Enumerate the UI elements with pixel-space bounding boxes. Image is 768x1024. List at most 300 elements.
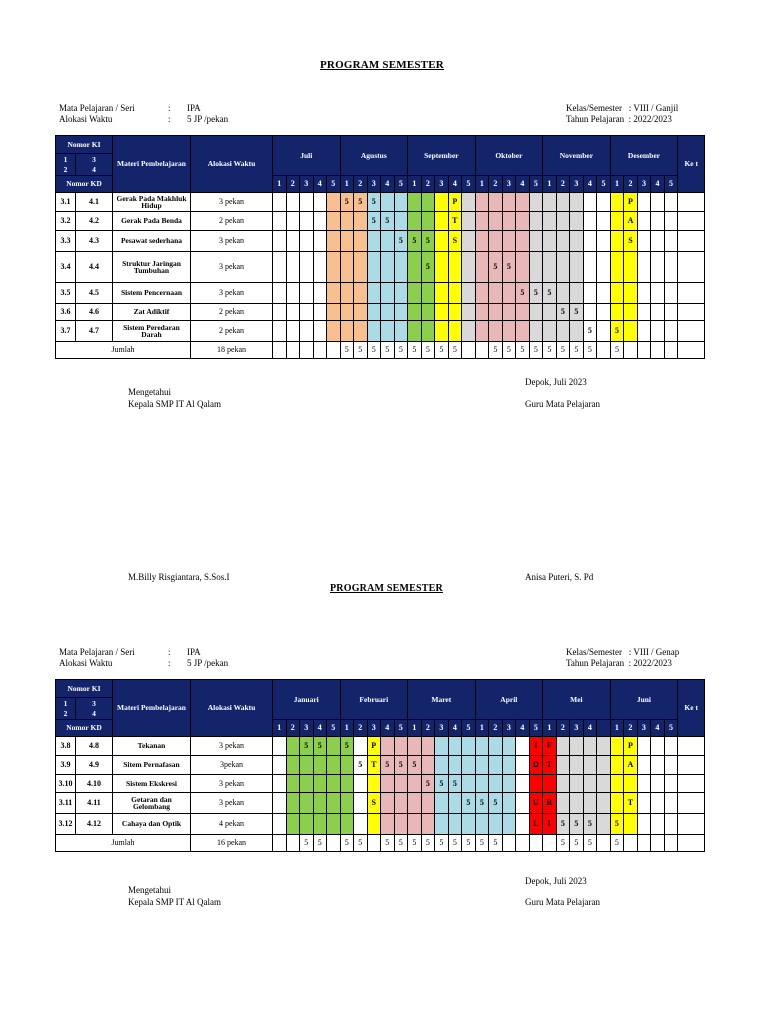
month-header: September	[408, 136, 476, 176]
week-number: 5	[394, 176, 408, 193]
jumlah-cell	[516, 835, 530, 852]
week-cell	[610, 212, 624, 231]
week-number: 1	[610, 720, 624, 737]
week-number: 2	[286, 720, 300, 737]
kd4-cell: 4.12	[76, 814, 113, 835]
week-number: 3	[502, 176, 516, 193]
week-cell: D	[529, 756, 543, 775]
week-number: 4	[448, 176, 462, 193]
week-number: 2	[421, 176, 435, 193]
week-cell	[313, 304, 327, 321]
week-cell	[664, 737, 678, 756]
mapel-sep: :	[168, 103, 171, 113]
week-cell	[394, 814, 408, 835]
week-cell	[448, 304, 462, 321]
week-number: 5	[462, 720, 476, 737]
jumlah-alokasi: 16 pekan	[191, 835, 273, 852]
ki-number: 2	[63, 708, 68, 718]
jumlah-cell: 5	[421, 835, 435, 852]
week-cell	[394, 737, 408, 756]
week-cell	[516, 304, 530, 321]
week-cell: T	[624, 793, 638, 814]
jumlah-row	[56, 835, 705, 852]
jumlah-cell	[313, 342, 327, 359]
week-cell	[448, 321, 462, 342]
week-cell: 5	[313, 737, 327, 756]
jumlah-cell	[502, 835, 516, 852]
ki-number: 3	[92, 698, 96, 708]
week-number: 1	[475, 176, 489, 193]
kd4-cell: 4.4	[76, 252, 113, 283]
kd3-cell: 3.3	[56, 231, 76, 252]
week-cell	[516, 775, 530, 793]
week-cell: 5	[381, 756, 395, 775]
week-cell	[327, 252, 341, 283]
week-cell	[610, 775, 624, 793]
month-header: Februari	[340, 680, 408, 720]
ki-numbers-left	[56, 154, 76, 176]
week-cell	[408, 737, 422, 756]
week-cell	[637, 321, 651, 342]
program-semester-table	[55, 135, 705, 359]
week-cell	[489, 304, 503, 321]
week-cell	[381, 304, 395, 321]
week-number: 4	[313, 176, 327, 193]
week-cell	[300, 212, 314, 231]
week-cell	[502, 304, 516, 321]
materi-header: Materi Pembelajaran	[113, 680, 191, 737]
materi-cell: Tekanan	[113, 737, 191, 756]
week-cell	[462, 252, 476, 283]
jumlah-cell: 5	[340, 342, 354, 359]
week-number: 3	[637, 720, 651, 737]
week-cell	[597, 193, 611, 212]
alokasi-cell: 2 pekan	[191, 212, 273, 231]
week-cell	[637, 304, 651, 321]
week-number: 5	[327, 176, 341, 193]
kd4-cell: 4.9	[76, 756, 113, 775]
jumlah-cell	[475, 342, 489, 359]
week-cell	[570, 193, 584, 212]
week-cell	[651, 793, 665, 814]
table-row	[56, 756, 705, 775]
kepala-label: Kepala SMP IT Al Qalam	[128, 399, 221, 409]
week-cell	[529, 252, 543, 283]
week-cell	[354, 737, 368, 756]
week-cell: 5	[543, 283, 557, 304]
materi-cell: Sistem Peredaran Darah	[113, 321, 191, 342]
week-cell	[381, 775, 395, 793]
jumlah-cell	[273, 342, 287, 359]
week-cell: A	[624, 212, 638, 231]
week-cell	[327, 814, 341, 835]
week-cell	[354, 793, 368, 814]
week-number: 3	[435, 720, 449, 737]
week-cell	[354, 252, 368, 283]
week-cell	[435, 252, 449, 283]
week-number: 5	[529, 176, 543, 193]
week-cell	[516, 756, 530, 775]
week-cell	[435, 737, 449, 756]
week-cell	[516, 793, 530, 814]
ket-cell	[678, 775, 705, 793]
materi-cell: Sitem Pernafasan	[113, 756, 191, 775]
week-cell	[394, 304, 408, 321]
week-cell: 5	[462, 793, 476, 814]
week-cell	[597, 231, 611, 252]
alokasi-header: Alokasi Waktu	[191, 680, 273, 737]
ket-cell	[678, 737, 705, 756]
week-number: 4	[651, 720, 665, 737]
week-cell	[340, 321, 354, 342]
week-number: 4	[583, 720, 597, 737]
week-cell	[367, 252, 381, 283]
week-cell	[286, 775, 300, 793]
week-cell	[354, 231, 368, 252]
week-cell	[543, 321, 557, 342]
mapel-label-2: Mata Pelajaran / Seri	[59, 647, 135, 657]
alokasi-cell: 4 pekan	[191, 814, 273, 835]
week-cell: 5	[610, 814, 624, 835]
jumlah-cell: 5	[583, 342, 597, 359]
table-row	[56, 252, 705, 283]
alokasi-cell: 3 pekan	[191, 737, 273, 756]
week-cell	[597, 212, 611, 231]
guru-label-2: Guru Mata Pelajaran	[525, 897, 600, 907]
week-cell	[502, 193, 516, 212]
week-cell	[664, 304, 678, 321]
week-cell	[556, 737, 570, 756]
week-cell	[273, 283, 287, 304]
week-cell	[502, 231, 516, 252]
materi-cell: Cahaya dan Optik	[113, 814, 191, 835]
week-cell	[448, 283, 462, 304]
week-cell: 5	[489, 793, 503, 814]
kd3-cell: 3.6	[56, 304, 76, 321]
week-cell	[421, 304, 435, 321]
jumlah-cell	[637, 835, 651, 852]
week-cell	[556, 283, 570, 304]
week-cell	[313, 756, 327, 775]
materi-cell: Struktur Jaringan Tumbuhan	[113, 252, 191, 283]
week-cell	[313, 814, 327, 835]
week-cell	[421, 793, 435, 814]
week-cell	[273, 793, 287, 814]
week-cell	[462, 321, 476, 342]
week-cell	[529, 193, 543, 212]
week-cell	[286, 231, 300, 252]
week-cell	[286, 756, 300, 775]
week-cell	[462, 231, 476, 252]
week-cell	[624, 252, 638, 283]
table-row	[56, 793, 705, 814]
week-cell	[664, 283, 678, 304]
jumlah-cell	[543, 835, 557, 852]
jumlah-cell	[529, 835, 543, 852]
guru-label: Guru Mata Pelajaran	[525, 399, 600, 409]
week-cell	[583, 737, 597, 756]
kd4-cell: 4.3	[76, 231, 113, 252]
week-cell	[516, 737, 530, 756]
week-cell	[516, 814, 530, 835]
week-cell: 5	[367, 212, 381, 231]
week-cell	[516, 231, 530, 252]
alokasi-cell: 2 pekan	[191, 321, 273, 342]
week-cell	[529, 231, 543, 252]
materi-cell: Sistem Pencernaan	[113, 283, 191, 304]
week-cell	[408, 814, 422, 835]
kd3-cell: 3.1	[56, 193, 76, 212]
week-cell	[570, 231, 584, 252]
ket-header: Ke t	[678, 136, 705, 193]
week-cell	[408, 304, 422, 321]
week-cell	[651, 212, 665, 231]
week-cell	[394, 252, 408, 283]
nomor-ki-header: Nomor KI	[56, 136, 113, 154]
jumlah-cell: 5	[421, 342, 435, 359]
week-cell	[583, 756, 597, 775]
week-cell	[651, 193, 665, 212]
week-cell	[408, 775, 422, 793]
week-cell	[556, 193, 570, 212]
week-cell	[462, 737, 476, 756]
week-cell	[394, 321, 408, 342]
week-number: 4	[313, 720, 327, 737]
jumlah-cell	[637, 342, 651, 359]
week-cell	[651, 231, 665, 252]
ki-number: 4	[92, 708, 96, 718]
week-cell	[273, 231, 287, 252]
week-cell	[570, 775, 584, 793]
week-cell	[367, 304, 381, 321]
week-cell	[529, 775, 543, 793]
week-cell: 5	[516, 283, 530, 304]
week-cell	[408, 321, 422, 342]
week-cell	[313, 793, 327, 814]
week-cell	[354, 283, 368, 304]
week-cell	[570, 212, 584, 231]
ket-cell	[678, 793, 705, 814]
week-number: 3	[435, 176, 449, 193]
jumlah-cell: 5	[448, 835, 462, 852]
week-cell	[327, 212, 341, 231]
table-row	[56, 321, 705, 342]
week-cell	[583, 775, 597, 793]
week-cell	[624, 321, 638, 342]
kd4-cell: 4.10	[76, 775, 113, 793]
week-cell	[610, 756, 624, 775]
week-cell	[502, 756, 516, 775]
week-cell	[637, 793, 651, 814]
week-cell: P	[624, 193, 638, 212]
week-cell: A	[624, 756, 638, 775]
week-cell: S	[367, 793, 381, 814]
week-cell	[637, 252, 651, 283]
week-number: 2	[624, 720, 638, 737]
mengetahui-label: Mengetahui	[128, 387, 171, 397]
week-cell: 5	[610, 321, 624, 342]
week-number: 2	[556, 176, 570, 193]
kd4-cell: 4.6	[76, 304, 113, 321]
week-cell	[286, 304, 300, 321]
kelas-semester: Kelas/Semester : VIII / Ganjil	[566, 103, 679, 113]
nomor-kd-header: Nomor KD	[56, 720, 113, 737]
week-cell	[651, 756, 665, 775]
week-cell	[354, 212, 368, 231]
alokasi-cell: 3 pekan	[191, 283, 273, 304]
week-cell	[327, 737, 341, 756]
week-cell: 5	[354, 756, 368, 775]
week-cell: F	[543, 737, 557, 756]
week-cell	[489, 283, 503, 304]
week-number: 5	[597, 176, 611, 193]
jumlah-cell: 5	[340, 835, 354, 852]
month-header: Januari	[273, 680, 341, 720]
mapel-value-2: IPA	[187, 647, 201, 657]
week-cell	[597, 304, 611, 321]
week-cell	[556, 793, 570, 814]
week-cell	[570, 756, 584, 775]
week-cell	[583, 793, 597, 814]
alokasi-value: 5 JP /pekan	[187, 114, 229, 124]
month-header: Agustus	[340, 136, 408, 176]
week-cell	[664, 756, 678, 775]
week-cell	[394, 775, 408, 793]
week-cell: 5	[340, 737, 354, 756]
week-cell	[462, 193, 476, 212]
week-cell: 5	[583, 321, 597, 342]
table-row	[56, 212, 705, 231]
jumlah-cell: 5	[354, 342, 368, 359]
week-cell	[300, 304, 314, 321]
week-cell	[583, 304, 597, 321]
week-cell: T	[448, 212, 462, 231]
week-cell	[502, 793, 516, 814]
jumlah-cell	[273, 835, 287, 852]
week-cell: U	[529, 793, 543, 814]
ki-numbers-right	[76, 154, 113, 176]
week-cell	[637, 283, 651, 304]
week-cell	[300, 193, 314, 212]
week-cell: 5	[421, 775, 435, 793]
week-cell	[624, 775, 638, 793]
week-number: 5	[327, 720, 341, 737]
jumlah-cell: 5	[610, 835, 624, 852]
week-cell	[610, 304, 624, 321]
kd4-cell: 4.2	[76, 212, 113, 231]
week-cell	[340, 775, 354, 793]
week-cell	[273, 304, 287, 321]
week-cell	[273, 756, 287, 775]
week-cell: 5	[583, 814, 597, 835]
ket-cell	[678, 342, 705, 359]
jumlah-cell	[624, 342, 638, 359]
jumlah-cell: 5	[313, 835, 327, 852]
kelas-semester-2: Kelas/Semester : VIII / Genap	[566, 647, 680, 657]
week-cell: T	[543, 756, 557, 775]
ki-number: 3	[92, 154, 96, 164]
week-cell	[354, 304, 368, 321]
week-cell	[610, 283, 624, 304]
week-cell	[489, 737, 503, 756]
week-cell	[408, 283, 422, 304]
jumlah-cell	[651, 342, 665, 359]
alokasi-cell: 3 pekan	[191, 252, 273, 283]
month-header: Desember	[610, 136, 678, 176]
week-cell: L	[529, 814, 543, 835]
week-cell	[543, 304, 557, 321]
ket-cell	[678, 756, 705, 775]
week-number: 2	[354, 176, 368, 193]
week-cell	[597, 775, 611, 793]
week-cell	[637, 231, 651, 252]
week-cell	[543, 231, 557, 252]
week-cell	[327, 793, 341, 814]
week-cell: 5	[300, 737, 314, 756]
week-number: 1	[273, 176, 287, 193]
mapel-sep-2: :	[168, 647, 171, 657]
week-number: 3	[637, 176, 651, 193]
jumlah-cell: 5	[394, 835, 408, 852]
jumlah-cell: 5	[408, 342, 422, 359]
alokasi-sep: :	[168, 114, 171, 124]
week-cell: P	[624, 737, 638, 756]
week-cell	[381, 231, 395, 252]
week-number: 4	[583, 176, 597, 193]
week-cell	[583, 193, 597, 212]
week-cell	[556, 231, 570, 252]
jumlah-cell	[286, 342, 300, 359]
week-cell	[273, 252, 287, 283]
week-cell	[286, 793, 300, 814]
week-cell	[421, 321, 435, 342]
week-cell	[313, 252, 327, 283]
week-cell	[664, 252, 678, 283]
week-cell	[597, 814, 611, 835]
jumlah-cell	[462, 342, 476, 359]
kepala-label-2: Kepala SMP IT Al Qalam	[128, 897, 221, 907]
tahun-pelajaran-2: Tahun Pelajaran : 2022/2023	[566, 658, 672, 668]
program-semester-table-2	[55, 679, 705, 852]
week-number: 3	[570, 720, 584, 737]
week-cell	[462, 775, 476, 793]
week-cell	[664, 193, 678, 212]
alokasi-cell: 2 pekan	[191, 304, 273, 321]
alokasi-cell: 3 pekan	[191, 775, 273, 793]
week-cell	[475, 252, 489, 283]
week-cell	[381, 193, 395, 212]
week-cell	[381, 737, 395, 756]
week-cell: 5	[354, 193, 368, 212]
jumlah-cell	[327, 835, 341, 852]
week-number: 1	[408, 720, 422, 737]
alokasi-cell: 3 pekan	[191, 193, 273, 212]
week-cell	[367, 283, 381, 304]
week-cell	[340, 231, 354, 252]
jumlah-label: Jumlah	[56, 835, 191, 852]
week-number: 5	[664, 720, 678, 737]
week-cell	[327, 304, 341, 321]
week-cell	[664, 793, 678, 814]
week-number: 1	[610, 176, 624, 193]
week-cell	[340, 304, 354, 321]
week-cell	[597, 321, 611, 342]
month-header: November	[543, 136, 611, 176]
week-cell	[610, 252, 624, 283]
jumlah-cell	[597, 835, 611, 852]
week-cell	[300, 321, 314, 342]
kd3-cell: 3.5	[56, 283, 76, 304]
